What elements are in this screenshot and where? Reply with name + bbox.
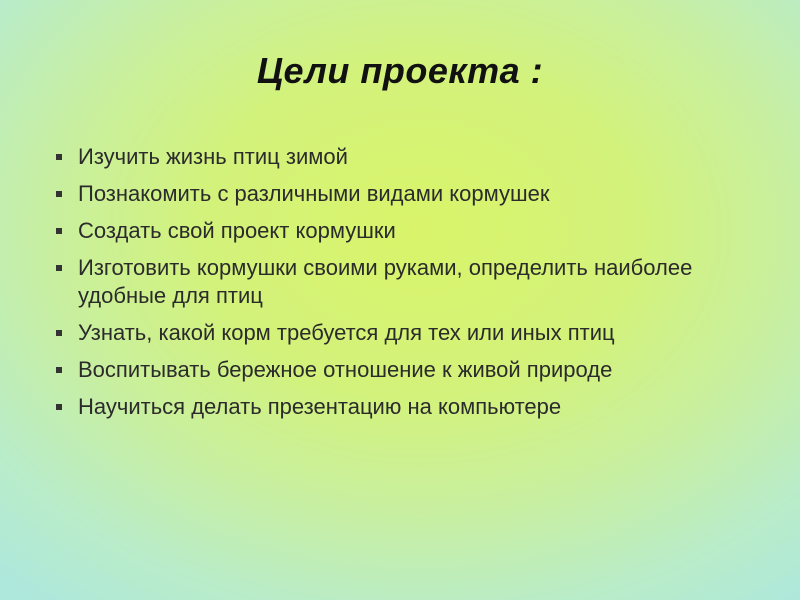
bullet-item: [56, 356, 756, 384]
bullet-item: [56, 254, 756, 310]
bullet-text: Научиться делать презентацию на компьютере: [78, 394, 562, 419]
bullet-item: [56, 319, 756, 347]
bullet-text: Воспитывать бережное отношение к живой природе: [78, 357, 613, 382]
slide-title: Цели проекта :: [256, 50, 544, 91]
bullet-text: Изготовить кормушки своими руками, определить наиболее удобные для птиц: [78, 255, 693, 308]
square-bullet-icon: [56, 330, 62, 336]
bullet-item: [56, 180, 756, 208]
square-bullet-icon: [56, 367, 62, 373]
bullet-item: [56, 143, 756, 171]
bullet-text: Изучить жизнь птиц зимой: [78, 144, 348, 169]
square-bullet-icon: [56, 265, 62, 271]
bullet-list: [56, 143, 756, 430]
square-bullet-icon: [56, 228, 62, 234]
bullet-item: [56, 217, 756, 245]
square-bullet-icon: [56, 154, 62, 160]
bullet-item: [56, 393, 756, 421]
square-bullet-icon: [56, 191, 62, 197]
bullet-text: Узнать, какой корм требуется для тех или иных птиц: [78, 320, 615, 345]
bullet-text: Познакомить с различными видами кормушек: [78, 181, 550, 206]
square-bullet-icon: [56, 404, 62, 410]
bullet-text: Создать свой проект кормушки: [78, 218, 396, 243]
